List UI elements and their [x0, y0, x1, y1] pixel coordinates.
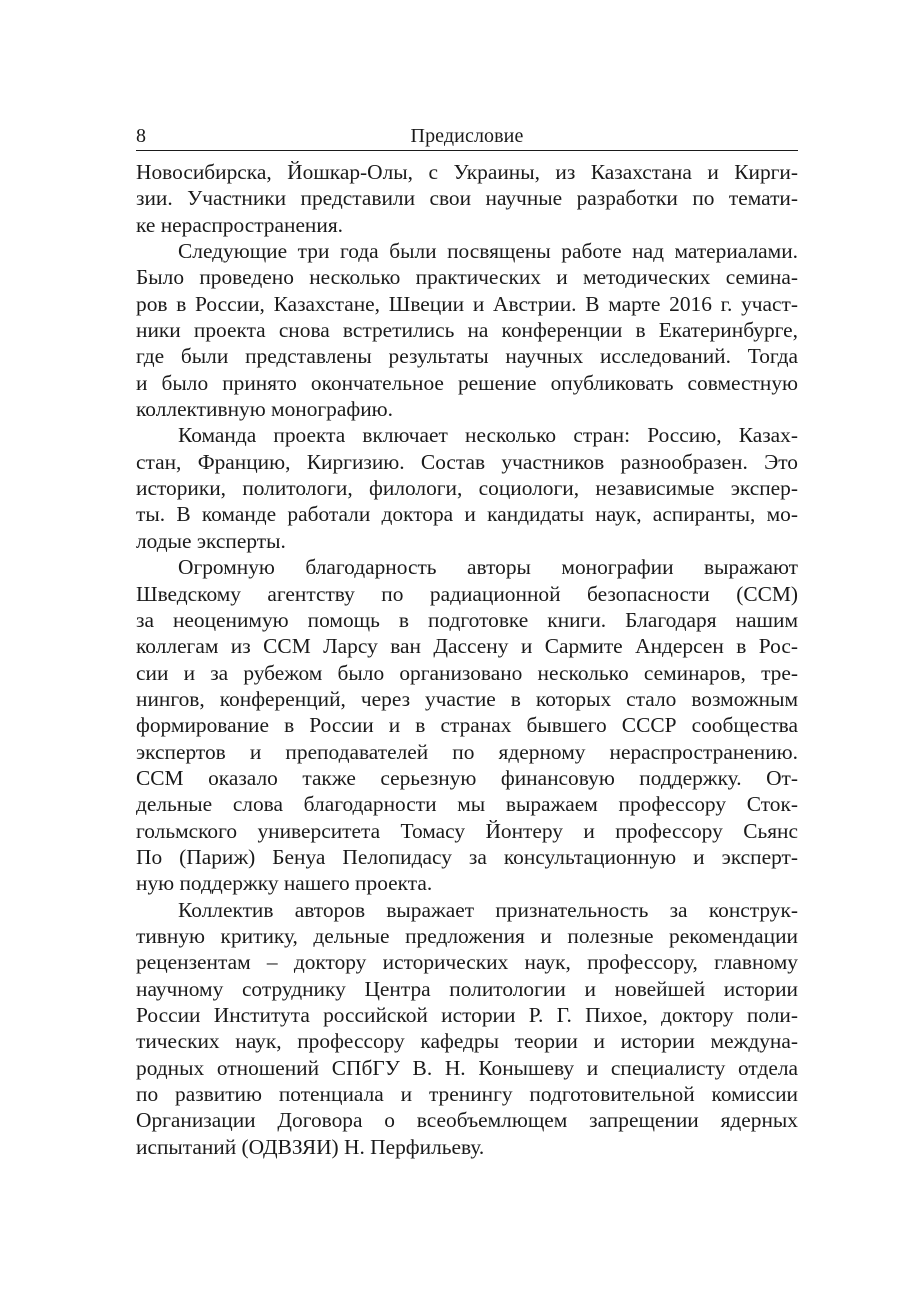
text-line: экспертов и преподавателей по ядерному нераспространению.: [136, 739, 798, 764]
text-line: гольмского университета Томасу Йонтеру и профессору Сьянс: [136, 818, 798, 843]
text-line: формирование в России и в странах бывшего СССР сообщества: [136, 713, 798, 738]
text-line: дельные слова благодарности мы выражаем профессору Сток-: [136, 792, 798, 817]
text-line: По (Париж) Бенуа Пелопидасу за консультационную и эксперт-: [136, 844, 798, 869]
text-line: коллективную монографию.: [136, 397, 394, 422]
text-line: где были представлены результаты научных исследований. Тогда: [136, 344, 798, 369]
text-line: по развитию потенциала и тренингу подготовительной комиссии: [136, 1082, 798, 1107]
text-line: ров в России, Казахстане, Швеции и Австрии. В марте 2016 г. участ-: [136, 291, 798, 316]
paragraph-continuation: [136, 159, 798, 238]
text-line: ную поддержку нашего проекта.: [136, 871, 433, 896]
text-line: сии и за рубежом было организовано несколько семинаров, тре-: [136, 660, 798, 685]
text-line: Огромную благодарность авторы монографии выражают: [178, 555, 798, 580]
section-title: Предисловие: [410, 125, 524, 147]
text-line: ники проекта снова встретились на конференции в Екатеринбурге,: [136, 318, 798, 343]
text-line: Шведскому агентству по радиационной безопасности (ССМ): [136, 581, 798, 606]
text-line: Было проведено несколько практических и методических семина-: [136, 265, 798, 290]
text-line: ты. В команде работали доктора и кандидаты наук, аспиранты, мо-: [136, 502, 798, 527]
text-line: испытаний (ОДВЗЯИ) Н. Перфильеву.: [136, 1134, 485, 1159]
text-line: и было принято окончательное решение опубликовать совместную: [136, 370, 798, 395]
paragraph-three-years: [136, 238, 798, 422]
text-line: Новосибирска, Йошкар-Олы, с Украины, из Казахстана и Кирги-: [136, 160, 798, 184]
page-number: 8: [136, 125, 146, 147]
body-text: [136, 159, 798, 1160]
text-line: Организации Договора о всеобъемлющем запрещении ядерных: [136, 1108, 798, 1133]
text-line: рецензентам – доктору исторических наук, профессору, главному: [136, 950, 798, 975]
text-line: ССМ оказало также серьезную финансовую поддержку. От-: [136, 765, 798, 790]
text-line: родных отношений СПбГУ В. Н. Конышеву и специалисту отдела: [136, 1055, 798, 1080]
text-line: Следующие три года были посвящены работе над материалами.: [178, 239, 798, 264]
text-line: Команда проекта включает несколько стран: Россию, Казах-: [178, 423, 798, 448]
text-line: Коллектив авторов выражает признательность за конструк-: [178, 897, 798, 922]
text-line: за неоценимую помощь в подготовке книги. Благодаря нашим: [136, 607, 798, 632]
text-line: нингов, конференций, через участие в которых стало возможным: [136, 686, 798, 711]
text-line: тических наук, профессору кафедры теории и истории междуна-: [136, 1029, 798, 1054]
text-line: стан, Францию, Киргизию. Состав участников разнообразен. Это: [136, 449, 798, 474]
text-line: историки, политологи, филологи, социологи, независимые экспер-: [136, 476, 798, 501]
text-line: ке нераспространения.: [136, 212, 344, 237]
paragraph-reviewers: [136, 897, 798, 1160]
paragraph-team: [136, 422, 798, 554]
text-line: зии. Участники представили свои научные разработки по темати-: [136, 186, 798, 211]
book-page: [136, 118, 798, 1160]
text-line: научному сотруднику Центра политологии и новейшей истории: [136, 976, 798, 1001]
text-line: коллегам из ССМ Ларсу ван Дассену и Сармите Андерсен в Рос-: [136, 634, 798, 659]
text-line: лодые эксперты.: [136, 528, 286, 553]
running-header: [136, 118, 798, 151]
paragraph-gratitude-ssm: [136, 554, 798, 896]
text-line: тивную критику, дельные предложения и полезные рекомендации: [136, 923, 798, 948]
text-line: России Института российской истории Р. Г. Пихое, доктору поли-: [136, 1003, 798, 1027]
